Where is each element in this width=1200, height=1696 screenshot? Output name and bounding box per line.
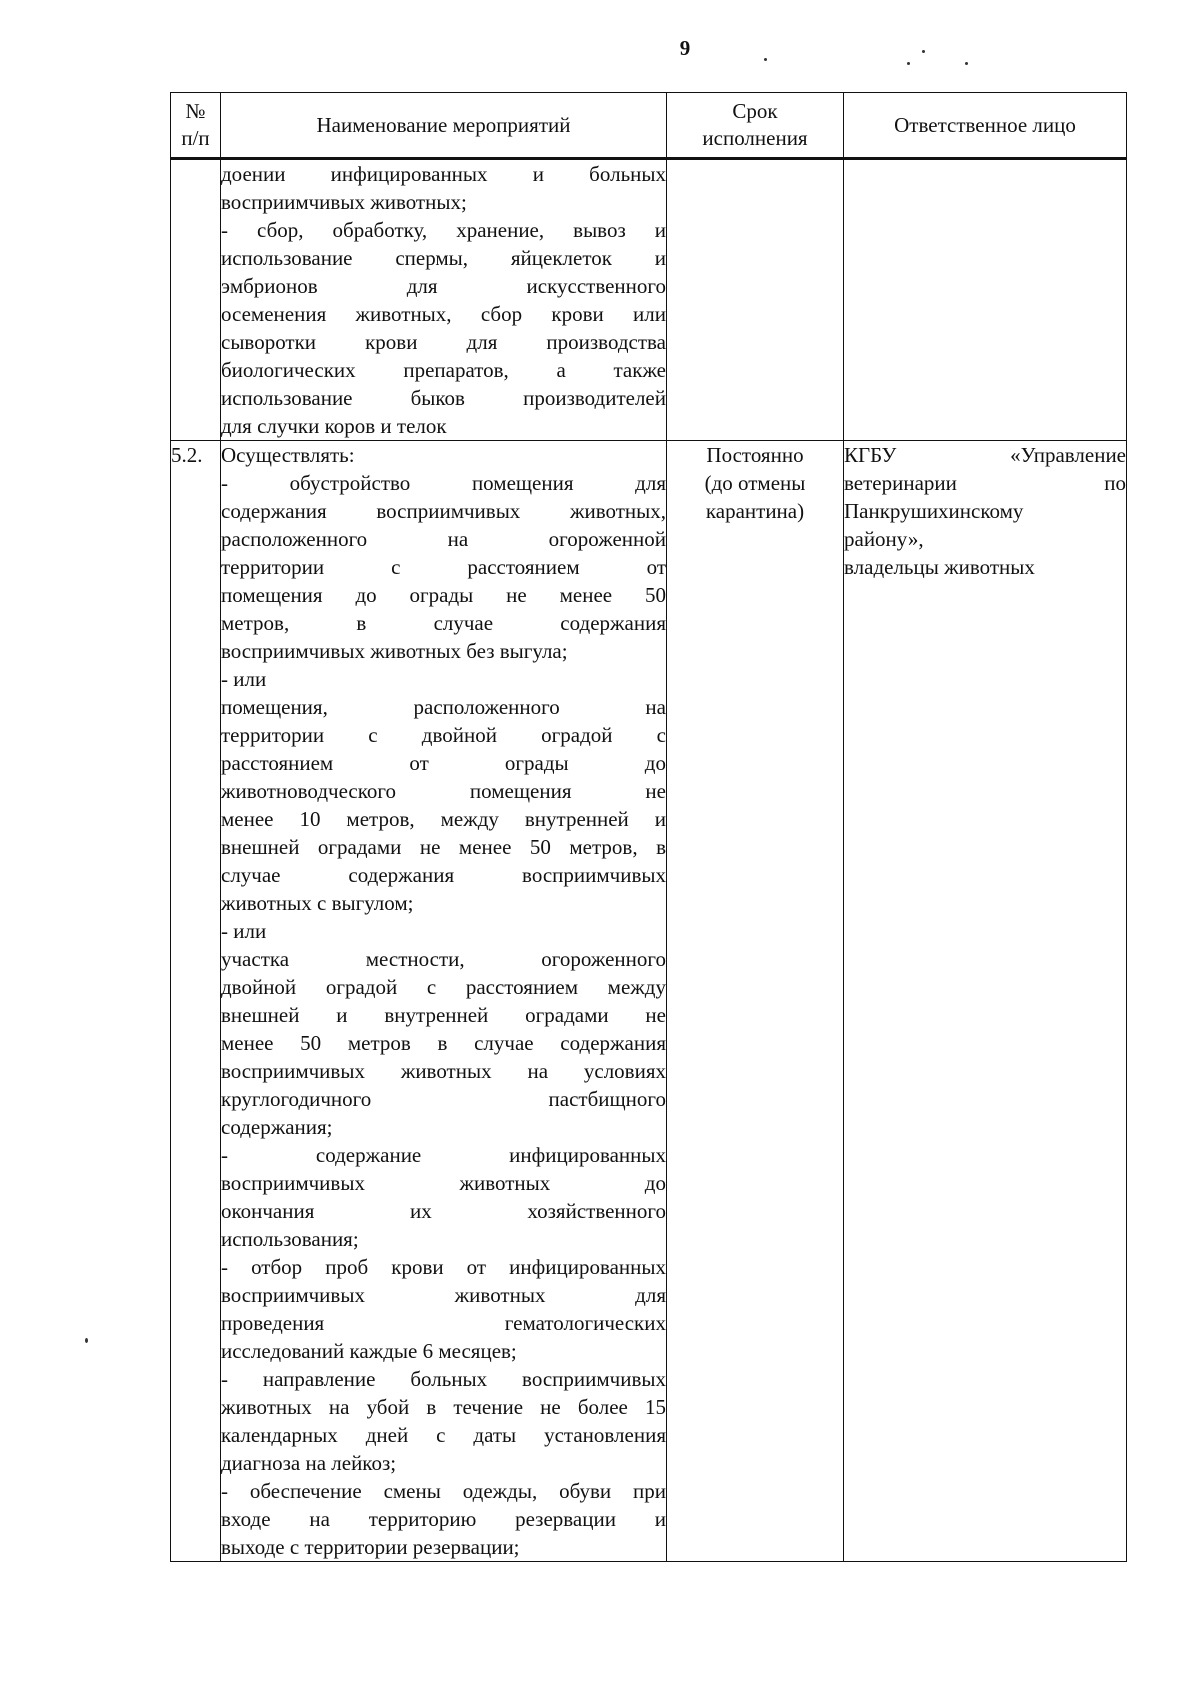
measure-line: использование быков производителей — [221, 386, 666, 410]
table-row — [171, 441, 1127, 1562]
scan-speck — [922, 50, 925, 53]
measure-line: - обустройство помещения для — [221, 471, 666, 495]
measure-line: - отбор проб крови от инфицированных — [221, 1255, 666, 1279]
measure-line: круглогодичного пастбищного — [221, 1087, 666, 1111]
responsible-line: району», — [844, 527, 924, 551]
row-responsible — [844, 159, 1127, 441]
scan-speck — [85, 1338, 88, 1343]
scan-speck — [764, 58, 767, 61]
scan-speck — [965, 62, 968, 65]
measure-line: - или — [221, 919, 267, 943]
measure-line: помещения до ограды не менее 50 — [221, 583, 666, 607]
measure-line: использование спермы, яйцеклеток и — [221, 246, 666, 270]
term-line: карантина) — [705, 499, 805, 523]
header-measures: Наименование мероприятий — [221, 93, 667, 159]
measure-line: менее 10 метров, между внутренней и — [221, 807, 666, 831]
measure-line: участка местности, огороженного — [221, 947, 666, 971]
measure-line: помещения, расположенного на — [221, 695, 666, 719]
header-term — [667, 93, 844, 159]
measure-line: животноводческого помещения не — [221, 779, 666, 803]
measure-line: содержания; — [221, 1115, 333, 1139]
header-responsible: Ответственное лицо — [844, 93, 1127, 159]
row-number: 5.2. — [171, 441, 221, 1562]
responsible-line: ветеринарии по — [844, 471, 1126, 495]
row-number — [171, 159, 221, 441]
measure-line: биологических препаратов, а также — [221, 358, 666, 382]
measure-line: территории с расстоянием от — [221, 555, 666, 579]
term-line: (до отмены — [704, 471, 806, 495]
measure-line: - обеспечение смены одежды, обуви при — [221, 1479, 666, 1503]
measure-line: - направление больных восприимчивых — [221, 1367, 666, 1391]
measure-line: содержания восприимчивых животных, — [221, 499, 666, 523]
measure-line: расположенного на огороженной — [221, 527, 666, 551]
scan-speck — [907, 62, 910, 65]
measures-table — [170, 92, 1127, 1562]
measure-line: животных на убой в течение не более 15 — [221, 1395, 666, 1419]
measure-line: использования; — [221, 1227, 359, 1251]
measure-line: Осуществлять: — [221, 443, 355, 467]
measure-line: выходе с территории резервации; — [221, 1535, 520, 1559]
measure-line: диагноза на лейкоз; — [221, 1451, 397, 1475]
row-term — [667, 441, 844, 1562]
page-number: 9 — [679, 36, 691, 60]
measure-line: исследований каждые 6 месяцев; — [221, 1339, 517, 1363]
header-number-line: п/п — [181, 126, 210, 150]
measure-line: двойной оградой с расстоянием между — [221, 975, 666, 999]
term-line: Постоянно — [706, 443, 804, 467]
measure-line: восприимчивых животных для — [221, 1283, 666, 1307]
header-term-line: исполнения — [702, 126, 808, 150]
measure-line: внешней и внутренней оградами не — [221, 1003, 666, 1027]
row-measures — [221, 441, 667, 1562]
measure-line: окончания их хозяйственного — [221, 1199, 666, 1223]
header-number-line: № — [185, 99, 206, 123]
measure-line: расстоянием от ограды до — [221, 751, 666, 775]
measure-line: восприимчивых животных на условиях — [221, 1059, 666, 1083]
measure-line: восприимчивых животных до — [221, 1171, 666, 1195]
measure-line: для случки коров и телок — [221, 414, 447, 438]
measure-line: эмбрионов для искусственного — [221, 274, 666, 298]
measure-line: менее 50 метров в случае содержания — [221, 1031, 666, 1055]
measure-line: - содержание инфицированных — [221, 1143, 666, 1167]
row-responsible — [844, 441, 1127, 1562]
measure-line: животных с выгулом; — [221, 891, 414, 915]
responsible-line: КГБУ «Управление — [844, 443, 1126, 467]
measure-line: случае содержания восприимчивых — [221, 863, 666, 887]
measure-line: метров, в случае содержания — [221, 611, 666, 635]
row-term — [667, 159, 844, 441]
measure-line: - сбор, обработку, хранение, вывоз и — [221, 218, 666, 242]
responsible-line: владельцы животных — [844, 555, 1035, 579]
header-term-line: Срок — [732, 99, 778, 123]
measure-line: восприимчивых животных без выгула; — [221, 639, 568, 663]
measure-line: внешней оградами не менее 50 метров, в — [221, 835, 666, 859]
row-measures — [221, 159, 667, 441]
header-number — [171, 93, 221, 159]
measure-line: входе на территорию резервации и — [221, 1507, 666, 1531]
measure-line: проведения гематологических — [221, 1311, 666, 1335]
measure-line: восприимчивых животных; — [221, 190, 467, 214]
measure-line: осеменения животных, сбор крови или — [221, 302, 666, 326]
measure-line: сыворотки крови для производства — [221, 330, 666, 354]
measure-line: календарных дней с даты установления — [221, 1423, 666, 1447]
measure-line: - или — [221, 667, 267, 691]
measure-line: территории с двойной оградой с — [221, 723, 666, 747]
responsible-line: Панкрушихинскому — [844, 499, 1024, 523]
table-row — [171, 159, 1127, 441]
table-header-row — [171, 93, 1127, 159]
measure-line: доении инфицированных и больных — [221, 162, 666, 186]
